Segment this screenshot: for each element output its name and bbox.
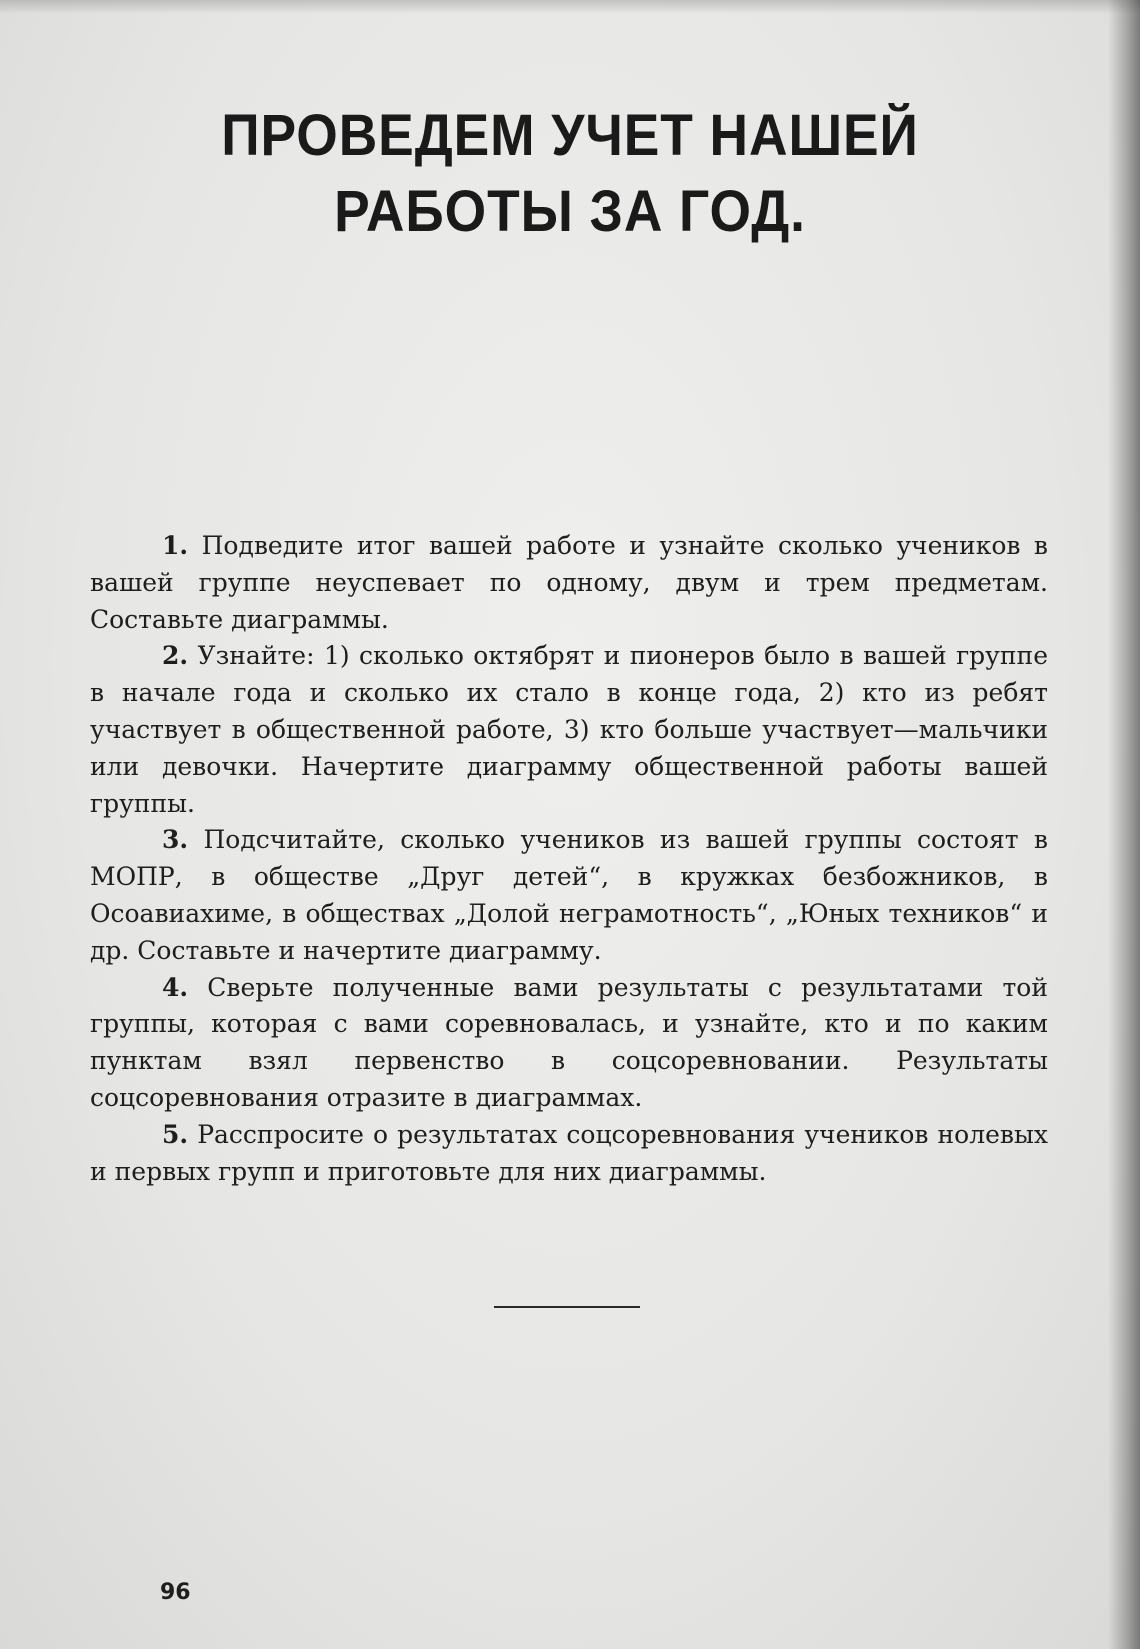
page-binding-shadow [1108,0,1140,1649]
page-number: 96 [160,1580,191,1605]
section-divider [494,1306,640,1308]
task-text: Расспросите о результатах соцсоревнования учеников нолевых и первых групп и приготовьте для них диаграммы. [90,1119,1048,1186]
task-item [90,822,1048,969]
task-number: 2. [162,641,189,671]
task-item [90,528,1048,638]
task-text: Подведите итог вашей работе и узнайте сколько учеников в вашей группе неуспевает по одному, двум и трем предметам. Составьте диаграммы. [90,531,1048,634]
task-number: 1. [162,531,189,560]
task-text: Подсчитайте, сколько учеников из вашей группы состоят в МОПР, в обществе „Друг детей“, в кружках безбожников, в Осоавиахиме, в обществах „Долой неграмотность“, „Юных техников“ и др. Составьте и начертите диаграмму. [90,825,1048,965]
task-text: Узнайте: 1) сколько октябрят и пионеров было в вашей группе в начале года и сколько их стало в конце года, 2) кто из ребят участвует в общественной работе, 3) кто больше участвует—мальчики или девочки. Начертите диаграмму общественной работы вашей группы. [90,641,1048,818]
task-list [90,528,1048,1190]
page-top-shadow [0,0,1140,14]
title-line-1: ПРОВЕДЕМ УЧЕТ НАШЕЙ [221,103,919,168]
task-text: Сверьте полученные вами результаты с результатами той группы, которая с вами соревновалась, и узнайте, кто и по каким пунктам взял первенство в соцсоревновании. Результаты соцсоревнования отразите в диаграммах. [90,972,1048,1112]
title-line-2: РАБОТЫ ЗА ГОД. [334,179,806,244]
task-number: 3. [162,825,189,855]
task-item [90,1117,1048,1191]
task-number: 4. [162,972,189,1002]
page-title [46,98,1095,250]
task-item [90,638,1048,822]
task-item [90,970,1048,1117]
task-number: 5. [162,1119,189,1149]
